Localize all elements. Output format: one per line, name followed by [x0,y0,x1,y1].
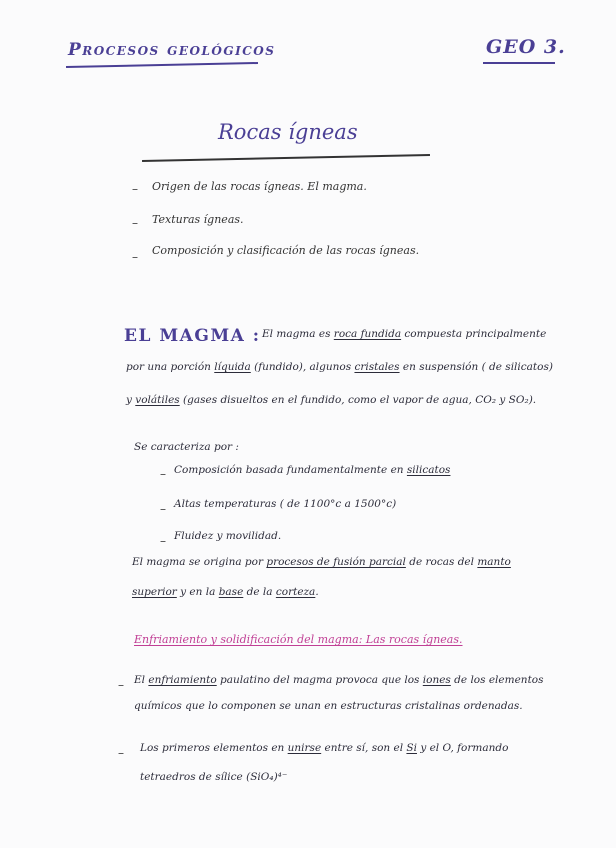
magma-heading: EL MAGMA : [124,326,261,346]
index-dash-icon: – [132,182,138,196]
index-item: Origen de las rocas ígneas. El magma. [152,180,367,193]
origin-line: superior y en la base de la corteza. [132,586,319,598]
section-heading: Enfriamiento y solidificación del magma: Las rocas ígneas. [134,633,463,646]
origin-line: El magma se origina por procesos de fusión parcial de rocas del manto [132,556,511,568]
section-line: tetraedros de sílice (SiO₄)⁴⁻ [140,771,288,783]
index-item: Composición y clasificación de las rocas ígneas. [152,244,420,257]
feature-item: Altas temperaturas ( de 1100°c a 1500°c) [174,498,397,510]
item-dash-icon: – [118,746,124,760]
magma-line: El magma es roca fundida compuesta principalmente [262,328,547,340]
index-dash-icon: – [132,216,138,230]
header-topic-underline [66,62,258,68]
feature-dash-icon: – [160,534,166,548]
magma-line: y volátiles (gases disueltos en el fundido, como el vapor de agua, CO₂ y SO₂). [126,394,537,406]
section-line: Los primeros elementos en unirse entre sí, son el Si y el O, formando [140,742,509,754]
header-topic: Procesos geológicos [68,40,276,60]
feature-dash-icon: – [160,502,166,516]
feature-dash-icon: – [160,467,166,481]
section-line: químicos que lo componen se unan en estructuras cristalinas ordenadas. [134,700,523,712]
feature-item: Fluidez y movilidad. [174,530,282,542]
item-dash-icon: – [118,678,124,692]
page-title: Rocas ígneas [218,120,358,144]
title-underline [142,154,430,162]
magma-line: por una porción líquida (fundido), algunos cristales en suspensión ( de silicatos) [126,361,553,373]
characterized-label: Se caracteriza por : [134,441,239,453]
feature-item: Composición basada fundamentalmente en silicatos [174,464,451,476]
header-code: GEO 3. [486,36,566,58]
section-line: El enfriamiento paulatino del magma provoca que los iones de los elementos [134,674,544,686]
header-code-underline [483,62,555,64]
index-dash-icon: – [132,250,138,264]
index-item: Texturas ígneas. [152,213,244,226]
